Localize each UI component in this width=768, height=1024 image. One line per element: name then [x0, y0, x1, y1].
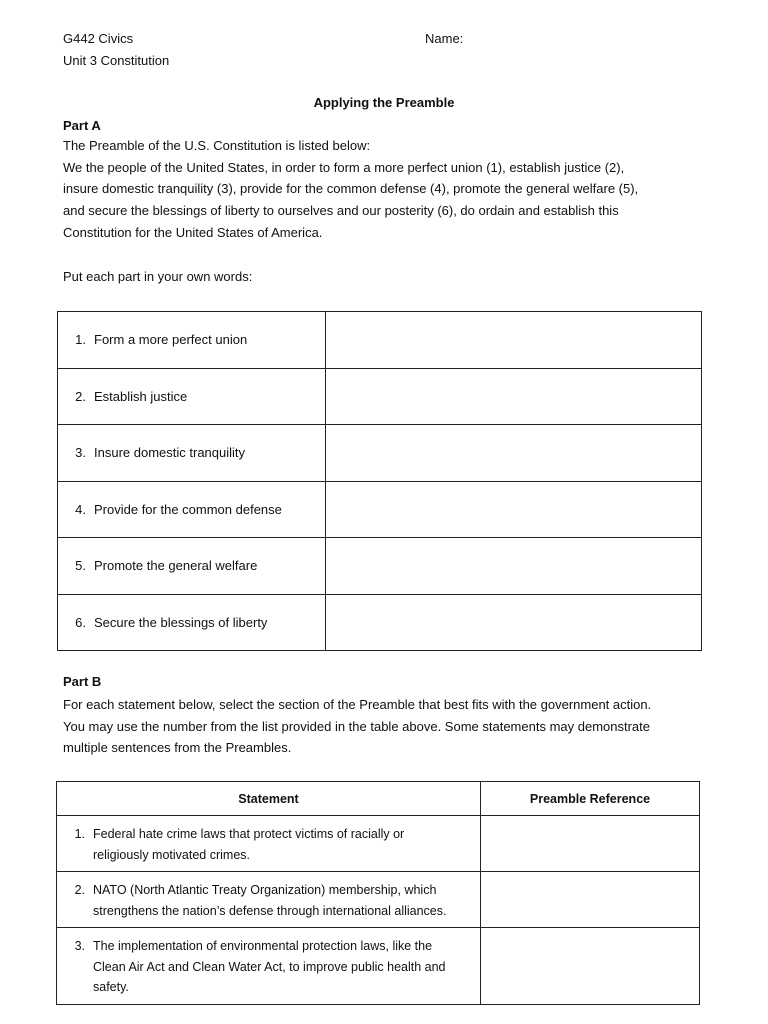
statement-line: religiously motivated crimes.	[93, 847, 250, 862]
part-a-heading: Part A	[63, 118, 101, 133]
preamble-line: Constitution for the United States of America.	[63, 224, 323, 240]
item-text: Provide for the common defense	[94, 501, 282, 517]
part-a-instruction: Put each part in your own words:	[63, 269, 253, 284]
part-b-instructions	[63, 694, 723, 759]
part-a-table	[57, 311, 702, 651]
part-a-intro: The Preamble of the U.S. Constitution is listed below:	[63, 138, 371, 153]
preamble-line: insure domestic tranquility (3), provide for the common defense (4), promote the general welfare (5),	[63, 181, 639, 197]
item-number: 2.	[75, 388, 86, 404]
statement-number: 2.	[74, 883, 85, 897]
part-b-instruction-line: You may use the number from the list provided in the table above. Some statements may demonstrate	[63, 718, 650, 734]
statement-column-header: Statement	[57, 782, 481, 816]
table-row	[58, 538, 702, 595]
table-row	[58, 481, 702, 538]
item-number: 3.	[75, 445, 86, 461]
item-number: 5.	[75, 558, 86, 574]
table-row	[57, 872, 700, 928]
answer-cell[interactable]	[326, 538, 702, 595]
part-b-instruction-line: multiple sentences from the Preambles.	[63, 740, 292, 756]
statement-line: safety.	[93, 980, 129, 994]
part-b-instruction-line: For each statement below, select the section of the Preamble that best fits with the government action.	[63, 697, 652, 712]
item-cell	[58, 425, 326, 482]
item-number: 4.	[75, 501, 86, 517]
part-a-text	[63, 135, 723, 244]
page-title: Applying the Preamble	[313, 95, 455, 110]
reference-answer-cell[interactable]	[481, 928, 700, 1005]
statement-line: The implementation of environmental protection laws, like the	[93, 939, 433, 953]
statement-cell	[57, 872, 481, 928]
reference-answer-cell[interactable]	[481, 872, 700, 928]
part-b-table	[56, 781, 700, 1005]
table-row	[58, 368, 702, 425]
item-number: 1.	[75, 332, 86, 348]
item-cell	[58, 538, 326, 595]
item-number: 6.	[75, 614, 86, 630]
table-row	[57, 928, 700, 1005]
answer-cell[interactable]	[326, 312, 702, 369]
answer-cell[interactable]	[326, 368, 702, 425]
table-row	[58, 312, 702, 369]
statement-line: strengthens the nation’s defense through international alliances.	[93, 903, 447, 918]
preamble-line: We the people of the United States, in order to form a more perfect union (1), establish justice (2),	[63, 159, 625, 175]
statement-number: 3.	[74, 939, 85, 953]
statement-line: Federal hate crime laws that protect victims of racially or	[93, 827, 405, 841]
answer-cell[interactable]	[326, 594, 702, 651]
item-text: Insure domestic tranquility	[94, 445, 246, 461]
item-text: Promote the general welfare	[94, 558, 258, 574]
preamble-line: and secure the blessings of liberty to ourselves and our posterity (6), do ordain and establish this	[63, 203, 619, 219]
statement-text	[93, 824, 465, 865]
item-text: Establish justice	[94, 388, 188, 404]
answer-cell[interactable]	[326, 481, 702, 538]
part-b-heading: Part B	[63, 674, 102, 689]
statement-text	[93, 880, 465, 921]
statement-line: NATO (North Atlantic Treaty Organization) membership, which	[93, 883, 437, 897]
statement-number: 1.	[74, 827, 85, 841]
table-header-row	[57, 782, 700, 816]
name-label: Name:	[425, 31, 464, 46]
statement-line: Clean Air Act and Clean Water Act, to improve public health and	[93, 959, 446, 974]
preamble-reference-column-header: Preamble Reference	[481, 782, 700, 816]
statement-cell	[57, 816, 481, 872]
item-cell	[58, 368, 326, 425]
course-label: G442 Civics	[63, 31, 134, 46]
unit-label: Unit 3 Constitution	[63, 53, 170, 68]
item-text: Form a more perfect union	[94, 332, 248, 348]
item-cell	[58, 594, 326, 651]
item-text: Secure the blessings of liberty	[94, 614, 268, 630]
item-cell	[58, 312, 326, 369]
table-row	[58, 425, 702, 482]
answer-cell[interactable]	[326, 425, 702, 482]
reference-answer-cell[interactable]	[481, 816, 700, 872]
statement-cell	[57, 928, 481, 1005]
table-row	[58, 594, 702, 651]
statement-text	[93, 936, 465, 998]
item-cell	[58, 481, 326, 538]
table-row	[57, 816, 700, 872]
